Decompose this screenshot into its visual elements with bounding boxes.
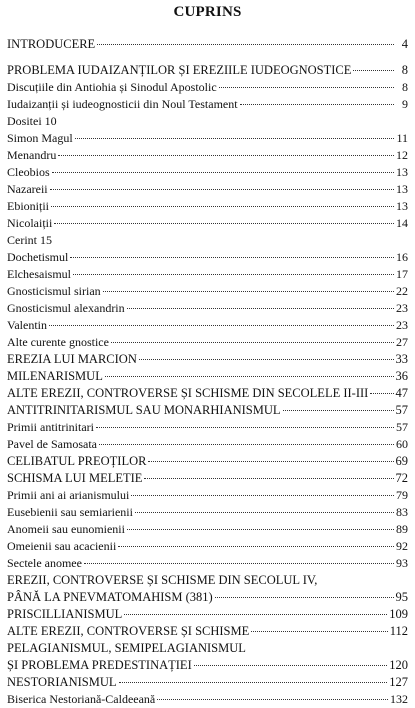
toc-page-number: 93 [396,556,408,570]
toc-entry[interactable] [7,164,408,181]
toc-entry[interactable] [7,113,408,130]
toc-entry-label: Primii ani ai arianismului [7,488,130,502]
toc-entry-label: Cerint 15 [7,233,52,247]
dot-leader [96,427,394,428]
toc-entry[interactable] [7,538,408,555]
toc-page-number: 14 [396,216,408,230]
dot-leader [157,699,388,700]
toc-entry[interactable] [7,181,408,198]
dot-leader [127,308,394,309]
toc-entry[interactable] [7,623,408,640]
dot-leader [118,546,394,547]
dot-leader [84,563,394,564]
toc-entry[interactable] [7,589,408,606]
toc-entry-label: PROBLEMA IUDAIZANȚILOR ȘI EREZIILE IUDEOGNOSTICE [7,63,352,77]
toc-page-number: 9 [402,97,408,111]
toc-page-number: 83 [396,505,408,519]
toc-entry-label: Ebioniții [7,199,49,213]
toc-entry-label: Menandru [7,148,57,162]
toc-entry-label: NESTORIANISMUL [7,675,117,689]
dot-leader [353,70,394,71]
dot-leader [127,529,394,530]
toc-entry[interactable] [7,521,408,538]
toc-page-number: 11 [396,131,408,145]
dot-leader [283,410,394,411]
toc-entry-label: Eusebienii sau semiarienii [7,505,133,519]
toc-page-number: 60 [396,437,408,451]
toc-entry[interactable] [7,62,408,79]
toc-page-number: 72 [395,471,408,485]
toc-page-number: 27 [396,335,408,349]
dot-leader [124,614,387,615]
toc-entry-line [7,572,408,589]
toc-entry-label: SCHISMA LUI MELETIE [7,471,143,485]
toc-page-number: 17 [396,267,408,281]
dot-leader [99,444,394,445]
dot-leader [75,138,394,139]
toc-entry-label: Iudaizanții și iudeognosticii din Noul Testament [7,97,238,111]
toc-entry[interactable] [7,215,408,232]
toc-entry[interactable] [7,674,408,691]
dot-leader [58,155,394,156]
toc-entry[interactable] [7,266,408,283]
toc-page-number: 13 [396,182,408,196]
dot-leader [215,597,394,598]
toc-entry[interactable] [7,147,408,164]
toc-entry-label: Primii antitrinitari [7,420,94,434]
toc-entry-label: PELAGIANISMUL, SEMIPELAGIANISMUL [7,641,246,655]
toc-page-number: 109 [389,607,408,621]
toc-page-number: 4 [401,37,408,51]
toc-page-number: 13 [396,199,408,213]
toc-entry-label: Pavel de Samosata [7,437,97,451]
dot-leader [119,682,388,683]
dot-leader [73,274,394,275]
dot-leader [144,478,393,479]
dot-leader [139,359,394,360]
dot-leader [54,223,394,224]
toc-entry-label: Cleobios [7,165,50,179]
toc-page-number: 112 [389,624,408,638]
toc-entry[interactable] [7,300,408,317]
toc-entry-label: Valentin [7,318,47,332]
toc-entry[interactable] [7,232,408,249]
toc-page-number: 8 [401,63,408,77]
toc-page-number: 132 [390,692,408,706]
toc-entry[interactable] [7,606,408,623]
toc-entry[interactable] [7,351,408,368]
toc-page-number: 12 [396,148,408,162]
toc-entry[interactable] [7,79,408,96]
toc-page-number: 120 [389,658,408,672]
toc-entry-label: INTRODUCERE [7,37,96,51]
dot-leader [194,665,388,666]
toc-entry[interactable] [7,419,408,436]
toc-page-number: 57 [395,403,408,417]
toc-entry-label: Gnosticismul sirian [7,284,101,298]
toc-page-number: 57 [396,420,408,434]
toc-entry[interactable] [7,198,408,215]
toc-page-number: 36 [395,369,408,383]
toc-entry-label: Anomeii sau eunomienii [7,522,125,536]
toc-page-number: 47 [395,386,408,400]
toc-entry-label: Nicolaiții [7,216,53,230]
dot-leader [52,172,394,173]
toc-entry-label: ALTE EREZII, CONTROVERSE ȘI SCHISME [7,624,250,638]
toc-entry-label: Discuțiile din Antiohia și Sinodul Apostolic [7,80,217,94]
toc-entry[interactable] [7,436,408,453]
toc-page-number: 33 [395,352,408,366]
toc-entry-label: Biserica Nestoriană-Caldeeană [7,692,156,706]
dot-leader [219,87,394,88]
toc-entry-label: ANTITRINITARISMUL SAU MONARHIANISMUL [7,403,281,417]
toc-entry-label: Dositei 10 [7,114,57,128]
toc-entry-label: EREZII, CONTROVERSE ȘI SCHISME DIN SECOLUL IV, [7,573,318,587]
dot-leader [105,376,394,377]
toc-entry[interactable] [7,283,408,300]
dot-leader [370,393,393,394]
dot-leader [240,104,394,105]
dot-leader [148,461,393,462]
toc-entry-label: ȘI PROBLEMA PREDESTINAȚIEI [7,658,192,672]
dot-leader [97,44,394,45]
toc-entry-label: Simon Magul [7,131,73,145]
dot-leader [49,325,394,326]
toc-entry[interactable] [7,691,408,708]
toc-entry[interactable] [7,36,408,53]
toc-entry[interactable] [7,487,408,504]
toc-entry[interactable] [7,504,408,521]
toc-entry-label: CELIBATUL PREOȚILOR [7,454,147,468]
toc-page-number: 69 [395,454,408,468]
toc-entry[interactable] [7,470,408,487]
dot-leader [51,206,394,207]
toc-page-number: 79 [396,488,408,502]
table-of-contents [7,36,408,708]
toc-entry-label: Dochetismul [7,250,69,264]
toc-entry[interactable] [7,317,408,334]
toc-entry-label: Elchesaismul [7,267,71,281]
toc-page-number: 89 [396,522,408,536]
toc-entry[interactable] [7,453,408,470]
toc-entry[interactable] [7,385,408,402]
spacer [7,53,408,62]
toc-entry-label: Gnosticismul alexandrin [7,301,125,315]
toc-entry[interactable] [7,657,408,674]
dot-leader [111,342,394,343]
dot-leader [70,257,394,258]
toc-page-number: 22 [396,284,408,298]
dot-leader [251,631,387,632]
toc-page-number: 13 [396,165,408,179]
toc-entry[interactable] [7,334,408,351]
toc-entry-label: ALTE EREZII, CONTROVERSE ȘI SCHISME DIN SECOLELE II-III [7,386,369,400]
toc-entry-label: PRISCILLIANISMUL [7,607,123,621]
toc-page-number: 95 [395,590,408,604]
toc-page-number: 23 [396,301,408,315]
toc-entry[interactable] [7,130,408,147]
page-title: CUPRINS [173,4,242,20]
toc-entry[interactable] [7,368,408,385]
dot-leader [50,189,394,190]
toc-entry-line [7,640,408,657]
toc-entry-label: Alte curente gnostice [7,335,109,349]
toc-page-number: 16 [396,250,408,264]
toc-entry[interactable] [7,249,408,266]
toc-entry[interactable] [7,402,408,419]
toc-entry-label: MILENARISMUL [7,369,103,383]
toc-entry-label: PÂNĂ LA PNEVMATOMAHISM (381) [7,590,213,604]
toc-page-number: 127 [389,675,408,689]
toc-page-number: 8 [402,80,408,94]
toc-entry-label: Sectele anomee [7,556,82,570]
dot-leader [135,512,394,513]
toc-entry-label: Omeienii sau acacienii [7,539,117,553]
toc-entry[interactable] [7,96,408,113]
toc-page-number: 92 [396,539,408,553]
dot-leader [131,495,394,496]
dot-leader [103,291,394,292]
toc-entry-label: Nazareii [7,182,48,196]
toc-entry[interactable] [7,555,408,572]
toc-page-number: 23 [396,318,408,332]
toc-entry-label: EREZIA LUI MARCION [7,352,137,366]
